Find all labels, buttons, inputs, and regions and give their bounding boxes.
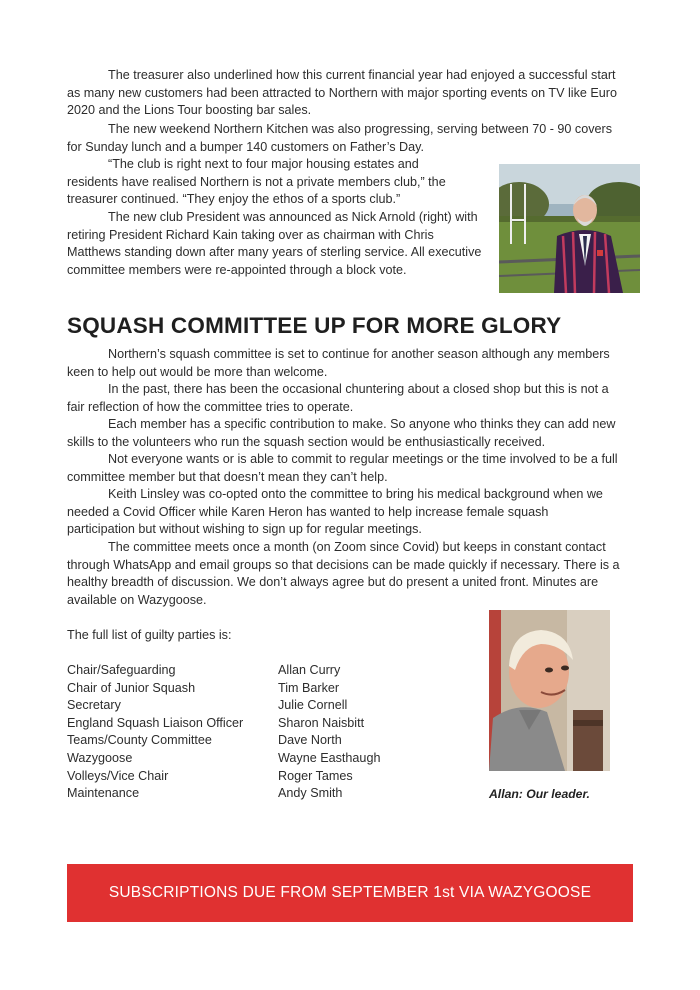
nick-arnold-photo: [499, 164, 640, 293]
committee-role: Chair of Junior Squash: [67, 681, 196, 695]
committee-name: Dave North: [278, 733, 342, 747]
allan-photo: [489, 610, 610, 771]
squash-paragraph: Northern’s squash committee is set to continue for another season although any members keen to help out would be more than welcome.: [67, 347, 610, 379]
president-photo-illustration: [499, 164, 640, 293]
photo-caption: Allan: Our leader.: [489, 787, 590, 801]
article-paragraph: The new club President was announced as Nick Arnold (right) with retiring President Richard Kain taking over as chairman with Chris Matthews standing down after many years of sterling service. All executive committee members were re-appointed through a block vote.: [67, 210, 482, 277]
committee-name: Tim Barker: [278, 681, 340, 695]
section-heading: SQUASH COMMITTEE UP FOR MORE GLORY: [67, 313, 562, 338]
squash-paragraph: In the past, there has been the occasional chuntering about a closed shop but this is not a fair reflection of how the committee tries to operate.: [67, 382, 609, 414]
article-paragraph: “The club is right next to four major housing estates and residents have realised Northern is not a private members club,” the treasurer continued. “They enjoy the ethos of a sports club.”: [67, 157, 446, 207]
committee-name: Allan Curry: [278, 663, 341, 677]
squash-paragraph: Not everyone wants or is able to commit to regular meetings or the time involved to be a full committee member but that doesn’t mean they can’t help.: [67, 452, 618, 484]
banner-text: SUBSCRIPTIONS DUE FROM SEPTEMBER 1st VIA WAZYGOOSE: [108, 884, 592, 901]
subscriptions-banner: [67, 864, 633, 922]
committee-role: England Squash Liaison Officer: [67, 716, 244, 730]
committee-role: Teams/County Committee: [67, 733, 212, 747]
committee-role: Volleys/Vice Chair: [67, 769, 169, 783]
committee-name: Andy Smith: [278, 786, 343, 800]
committee-role: Maintenance: [67, 786, 140, 800]
committee-name: Sharon Naisbitt: [278, 716, 365, 730]
committee-name: Roger Tames: [278, 769, 353, 783]
squash-paragraph: Keith Linsley was co-opted onto the committee to bring his medical background when we needed a Covid Officer while Karen Heron has wanted to help increase female squash participation but without wishing to sign up for regular meetings.: [67, 487, 603, 537]
article-paragraph: The new weekend Northern Kitchen was also progressing, serving between 70 - 90 covers for Sunday lunch and a bumper 140 customers on Father’s Day.: [67, 122, 613, 154]
committee-name: Julie Cornell: [278, 698, 348, 712]
committee-role: Wazygoose: [67, 751, 133, 765]
article-paragraph: The treasurer also underlined how this current financial year had enjoyed a successful start as many new customers had been attracted to Northern with major sporting events on TV like Euro 2020 and the Lions Tour boosting bar sales.: [67, 68, 617, 118]
leader-photo-illustration: [489, 610, 610, 771]
committee-role: Secretary: [67, 698, 121, 712]
squash-paragraph: The committee meets once a month (on Zoom since Covid) but keeps in constant contact through WhatsApp and email groups so that decisions can be made quickly if necessary. There is a healthy breadth of discussion. We don’t always agree but do present a united front. Minutes are available on Wazygoose.: [67, 540, 620, 607]
squash-paragraph: Each member has a specific contribution to make. So anyone who thinks they can add new skills to the volunteers who run the squash section would be enthusiastically received.: [67, 417, 616, 449]
committee-name: Wayne Easthaugh: [278, 751, 381, 765]
list-intro: The full list of guilty parties is:: [67, 628, 232, 642]
committee-role: Chair/Safeguarding: [67, 663, 176, 677]
